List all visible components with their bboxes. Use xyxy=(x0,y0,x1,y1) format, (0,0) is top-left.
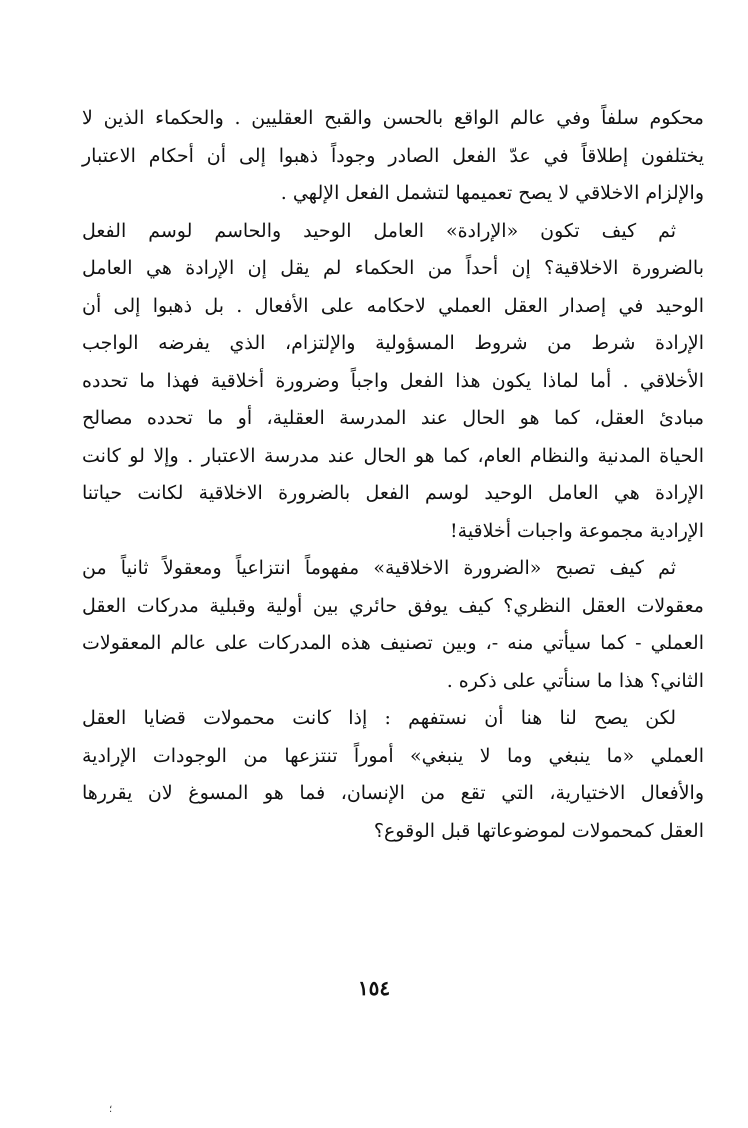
text-line: مبادئ العقل، كما هو الحال عند المدرسة العقلية، أو ما تحدده مصالح xyxy=(82,407,704,429)
text-line: لكن يصح لنا هنا أن نستفهم : إذا كانت محمولات قضايا العقل xyxy=(82,707,676,729)
text-line: ثم كيف تكون «الإرادة» العامل الوحيد والحاسم لوسم الفعل xyxy=(82,219,676,242)
paragraph-3 xyxy=(82,550,704,700)
paragraph-4 xyxy=(82,700,704,850)
text-line: الإرادة هي العامل الوحيد لوسم الفعل بالضرورة الاخلاقية لكانت حياتنا xyxy=(82,482,704,504)
text-line: ثم كيف تصبح «الضرورة الاخلاقية» مفهوماً انتزاعياً ومعقولاً ثانياً من xyxy=(82,557,676,579)
text-line: العملي «ما ينبغي وما لا ينبغي» أموراً تنتزعها من الوجودات الإرادية xyxy=(82,744,704,767)
paragraph-2 xyxy=(82,213,704,551)
text-line: معقولات العقل النظري؟ كيف يوفق حائري بين أولية وقبلية مدركات العقل xyxy=(82,594,704,617)
text-line: العملي - كما سيأتي منه -، وبين تصنيف هذه المدركات على عالم المعقولات xyxy=(82,632,704,654)
body-text xyxy=(82,100,704,850)
text-line: الإرادية مجموعة واجبات أخلاقية! xyxy=(450,519,704,542)
text-line: بالضرورة الاخلاقية؟ إن أحداً من الحكماء لم يقل إن الإرادة هي العامل xyxy=(82,257,704,279)
text-line: والأفعال الاختيارية، التي تقع من الإنسان، فما هو المسوغ لان يقررها xyxy=(82,782,704,804)
text-line: والإلزام الاخلاقي لا يصح تعميمها لتشمل الفعل الإلهي . xyxy=(280,182,704,204)
text-line: الأخلاقي . أما لماذا يكون هذا الفعل واجباً وضرورة أخلاقية فهذا ما تحدده xyxy=(82,369,704,392)
text-line: الثاني؟ هذا ما سنأتي على ذكره . xyxy=(446,669,704,692)
text-line: الوحيد في إصدار العقل العملي لاحكامه على الأفعال . بل ذهبوا إلى أن xyxy=(82,294,704,317)
scan-mark: ؛ xyxy=(109,1104,113,1115)
text-line: الحياة المدنية والنظام العام، كما هو الحال عند مدرسة الاعتبار . وإلا لو كانت xyxy=(82,444,704,467)
text-line: العقل كمحمولات لموضوعاتها قبل الوقوع؟ xyxy=(373,819,704,842)
text-line: يختلفون إطلاقاً في عدّ الفعل الصادر وجوداً ذهبوا إلى أن أحكام الاعتبار xyxy=(82,144,704,167)
text-line: الإرادة شرط من شروط المسؤولية والإلتزام، الذي يفرضه الواجب xyxy=(82,332,704,354)
page-number: ١٥٤ xyxy=(357,976,391,1000)
paragraph-1 xyxy=(82,100,704,213)
text-line: محكوم سلفاً وفي عالم الواقع بالحسن والقبح العقليين . والحكماء الذين لا xyxy=(82,107,704,129)
